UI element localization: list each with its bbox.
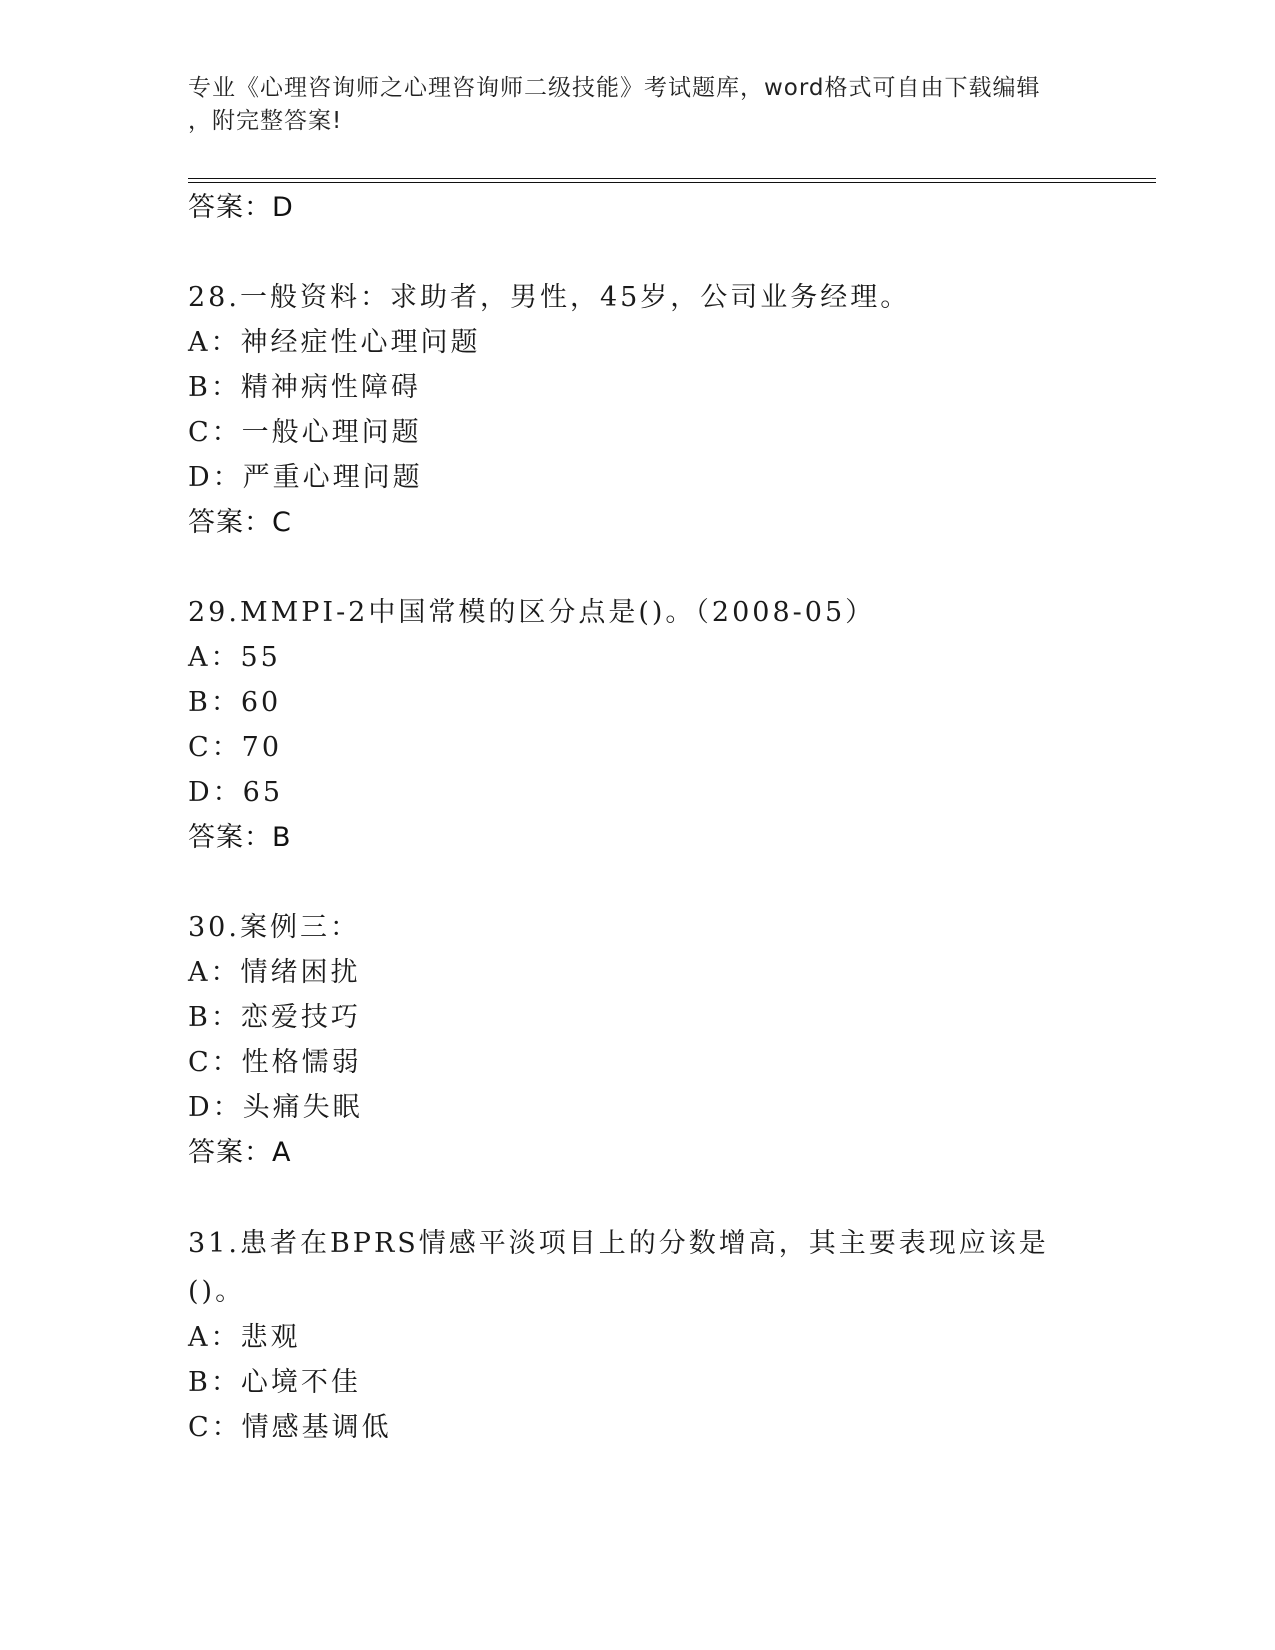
question-31-option-b: B：心境不佳 xyxy=(188,1367,361,1398)
question-31-text: 31.患者在BPRS情感平淡项目上的分数增高，其主要表现应该是()。 xyxy=(188,1228,1049,1307)
answer-prev: 答案：D xyxy=(188,192,294,223)
question-30-text: 30.案例三： xyxy=(188,912,360,943)
question-30-option-b: B：恋爱技巧 xyxy=(188,1002,361,1033)
question-28-option-b: B：精神病性障碍 xyxy=(188,372,421,403)
header-line-2: ，附完整答案! xyxy=(188,108,343,134)
question-30-answer: 答案：A xyxy=(188,1137,292,1168)
question-28-text: 28.一般资料：求助者，男性，45岁，公司业务经理。 xyxy=(188,282,911,313)
question-29-answer: 答案：B xyxy=(188,822,292,853)
question-28-option-d: D：严重心理问题 xyxy=(188,462,423,493)
question-30-option-a: A：情绪困扰 xyxy=(188,957,361,988)
question-29-option-b: B：60 xyxy=(188,687,282,718)
question-28-answer: 答案：C xyxy=(188,507,292,538)
question-31-option-a: A：悲观 xyxy=(188,1322,301,1353)
question-29-option-d: D：65 xyxy=(188,777,284,808)
question-28-option-c: C：一般心理问题 xyxy=(188,417,422,448)
question-29-option-a: A：55 xyxy=(188,642,281,673)
question-30-option-c: C：性格懦弱 xyxy=(188,1047,362,1078)
question-28-option-a: A：神经症性心理问题 xyxy=(188,327,481,358)
question-29-text: 29.MMPI-2中国常模的区分点是()。（2008-05） xyxy=(188,597,876,628)
header-divider xyxy=(188,178,1156,183)
question-29-option-c: C：70 xyxy=(188,732,283,763)
question-30-option-d: D：头痛失眠 xyxy=(188,1092,363,1123)
header-line-1: 专业《心理咨询师之心理咨询师二级技能》考试题库，word格式可自由下载编辑 xyxy=(188,75,1041,101)
question-31-option-c: C：情感基调低 xyxy=(188,1412,392,1443)
document-header xyxy=(188,72,1088,138)
